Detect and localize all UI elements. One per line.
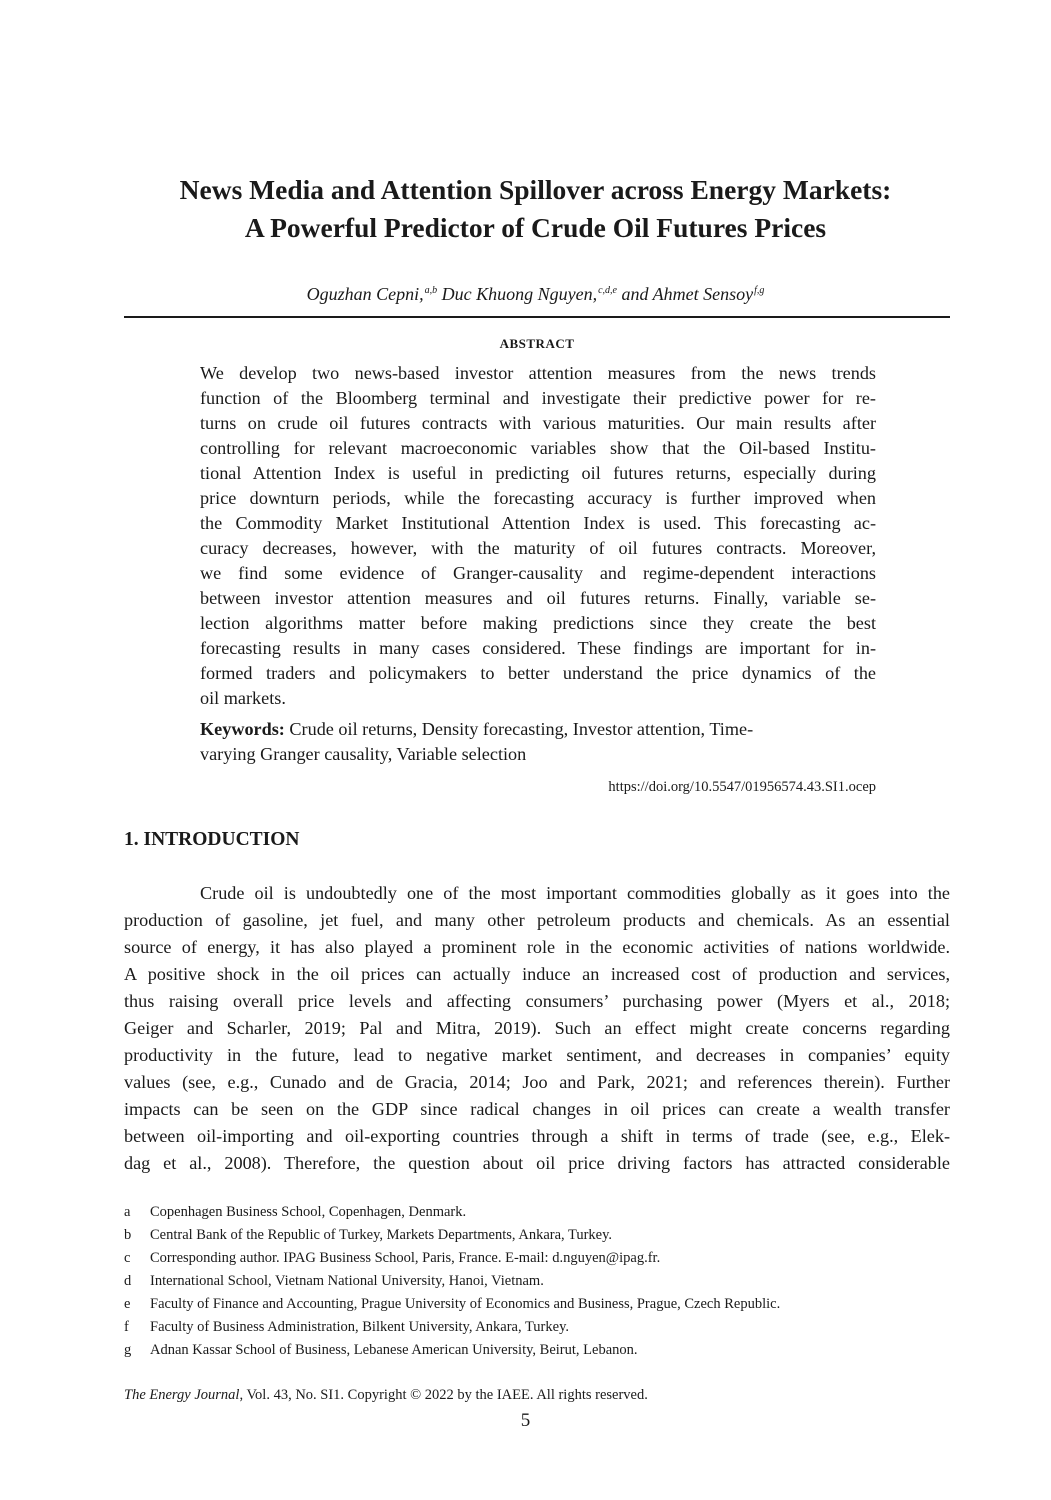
author-name: Oguzhan Cepni, xyxy=(306,284,424,304)
body-line: Crude oil is undoubtedly one of the most important commodities globally as it goes into the xyxy=(200,883,950,903)
body-line: Geiger and Scharler, 2019; Pal and Mitra, 2019). Such an effect might create concerns regarding xyxy=(124,1018,950,1038)
footnote-letter: g xyxy=(124,1342,132,1358)
abstract-line: oil markets. xyxy=(200,688,286,708)
footnote-letter: b xyxy=(124,1227,132,1243)
body-line: productivity in the future, lead to negative market sentiment, and decreases in companies’ equity xyxy=(124,1045,950,1065)
body-line: A positive shock in the oil prices can actually induce an increased cost of production and services, xyxy=(124,964,950,984)
body-line: dag et al., 2008). Therefore, the question about oil price driving factors has attracted considerable xyxy=(124,1153,950,1173)
footnote-text: Faculty of Finance and Accounting, Prague University of Economics and Business, Prague, Czech Republic. xyxy=(150,1296,781,1312)
author-affiliation: a,b xyxy=(424,285,438,296)
title-line-1: News Media and Attention Spillover across Energy Markets: xyxy=(179,174,892,205)
keywords-label: Keywords: xyxy=(200,719,285,739)
doi-link[interactable]: https://doi.org/10.5547/01956574.43.SI1.ocep xyxy=(608,779,876,795)
footnote-letter: f xyxy=(124,1319,129,1335)
footnote xyxy=(124,1339,950,1362)
abstract-line: forecasting results in many cases considered. These findings are important for in- xyxy=(200,638,876,658)
footnote-letter: a xyxy=(124,1204,131,1220)
author-list xyxy=(60,282,1011,306)
body-line: production of gasoline, jet fuel, and many other petroleum products and chemicals. As an essential xyxy=(124,910,950,930)
body-line: source of energy, it has also played a prominent role in the economic activities of nations worldwide. xyxy=(124,937,950,957)
abstract-line: function of the Bloomberg terminal and investigate their predictive power for re- xyxy=(200,388,876,408)
body-line: values (see, e.g., Cunado and de Gracia, 2014; Joo and Park, 2021; and references therein). Further xyxy=(124,1072,950,1092)
author-name: and Ahmet Sensoy xyxy=(621,284,754,304)
footnote xyxy=(124,1270,950,1293)
footnote xyxy=(124,1224,950,1247)
keywords-line-1 xyxy=(200,717,876,742)
footnotes xyxy=(124,1201,950,1362)
abstract-heading: ABSTRACT xyxy=(499,336,575,351)
footnote xyxy=(124,1247,950,1270)
title-line-2: A Powerful Predictor of Crude Oil Futures Prices xyxy=(244,212,827,243)
copyright-text: , Vol. 43, No. SI1. Copyright © 2022 by the IAEE. All rights reserved. xyxy=(239,1387,648,1403)
abstract-line: the Commodity Market Institutional Attention Index is used. This forecasting ac- xyxy=(200,513,876,533)
author-affiliation: c,d,e xyxy=(598,285,617,296)
header-rule xyxy=(124,316,950,318)
journal-footer xyxy=(124,1385,648,1405)
abstract-line: tional Attention Index is useful in predicting oil futures returns, especially during xyxy=(200,463,876,483)
abstract-line: price downturn periods, while the forecasting accuracy is further improved when xyxy=(200,488,876,508)
footnote-text: Copenhagen Business School, Copenhagen, Denmark. xyxy=(150,1204,467,1220)
page-number: 5 xyxy=(520,1410,531,1431)
journal-name: The Energy Journal xyxy=(124,1387,240,1403)
keywords-block xyxy=(200,717,876,767)
abstract-line: formed traders and policymakers to better understand the price dynamics of the xyxy=(200,663,876,683)
footnote xyxy=(124,1201,950,1224)
footnote-letter: e xyxy=(124,1296,131,1312)
keywords-line-2: varying Granger causality, Variable selection xyxy=(200,744,527,764)
abstract-line: controlling for relevant macroeconomic variables show that the Oil-based Institu- xyxy=(200,438,876,458)
introduction-body xyxy=(124,880,950,1177)
paper-title xyxy=(60,171,1011,247)
abstract-line: turns on crude oil futures contracts with various maturities. Our main results after xyxy=(200,413,876,433)
author-affiliation: f,g xyxy=(754,285,765,296)
keywords-text: Crude oil returns, Density forecasting, Investor attention, Time- xyxy=(284,719,754,739)
footnote-text: Adnan Kassar School of Business, Lebanese American University, Beirut, Lebanon. xyxy=(150,1342,638,1358)
footnote-text: Central Bank of the Republic of Turkey, Markets Departments, Ankara, Turkey. xyxy=(150,1227,613,1243)
footnote-text: Corresponding author. IPAG Business School, Paris, France. E-mail: d.nguyen@ipag.fr. xyxy=(150,1250,661,1266)
body-line: impacts can be seen on the GDP since radical changes in oil prices can create a wealth transfer xyxy=(124,1099,950,1119)
footnote xyxy=(124,1316,950,1339)
footnote-letter: c xyxy=(124,1250,131,1266)
abstract-line: we find some evidence of Granger-causality and regime-dependent interactions xyxy=(200,563,876,583)
abstract-line: We develop two news-based investor attention measures from the news trends xyxy=(200,363,876,383)
abstract-line: lection algorithms matter before making predictions since they create the best xyxy=(200,613,876,633)
footnote-text: International School, Vietnam National University, Hanoi, Vietnam. xyxy=(150,1273,544,1289)
abstract-line: curacy decreases, however, with the maturity of oil futures contracts. Moreover, xyxy=(200,538,876,558)
footnote-text: Faculty of Business Administration, Bilkent University, Ankara, Turkey. xyxy=(150,1319,570,1335)
body-line: between oil-importing and oil-exporting countries through a shift in terms of trade (see, e.g., Elek- xyxy=(124,1126,950,1146)
abstract-body xyxy=(200,361,876,711)
section-heading: 1. INTRODUCTION xyxy=(124,829,300,850)
author-name: Duc Khuong Nguyen, xyxy=(441,284,598,304)
footnote-letter: d xyxy=(124,1273,132,1289)
footnote xyxy=(124,1293,950,1316)
body-line: thus raising overall price levels and affecting consumers’ purchasing power (Myers et al., 2018; xyxy=(124,991,950,1011)
abstract-line: between investor attention measures and oil futures returns. Finally, variable se- xyxy=(200,588,876,608)
